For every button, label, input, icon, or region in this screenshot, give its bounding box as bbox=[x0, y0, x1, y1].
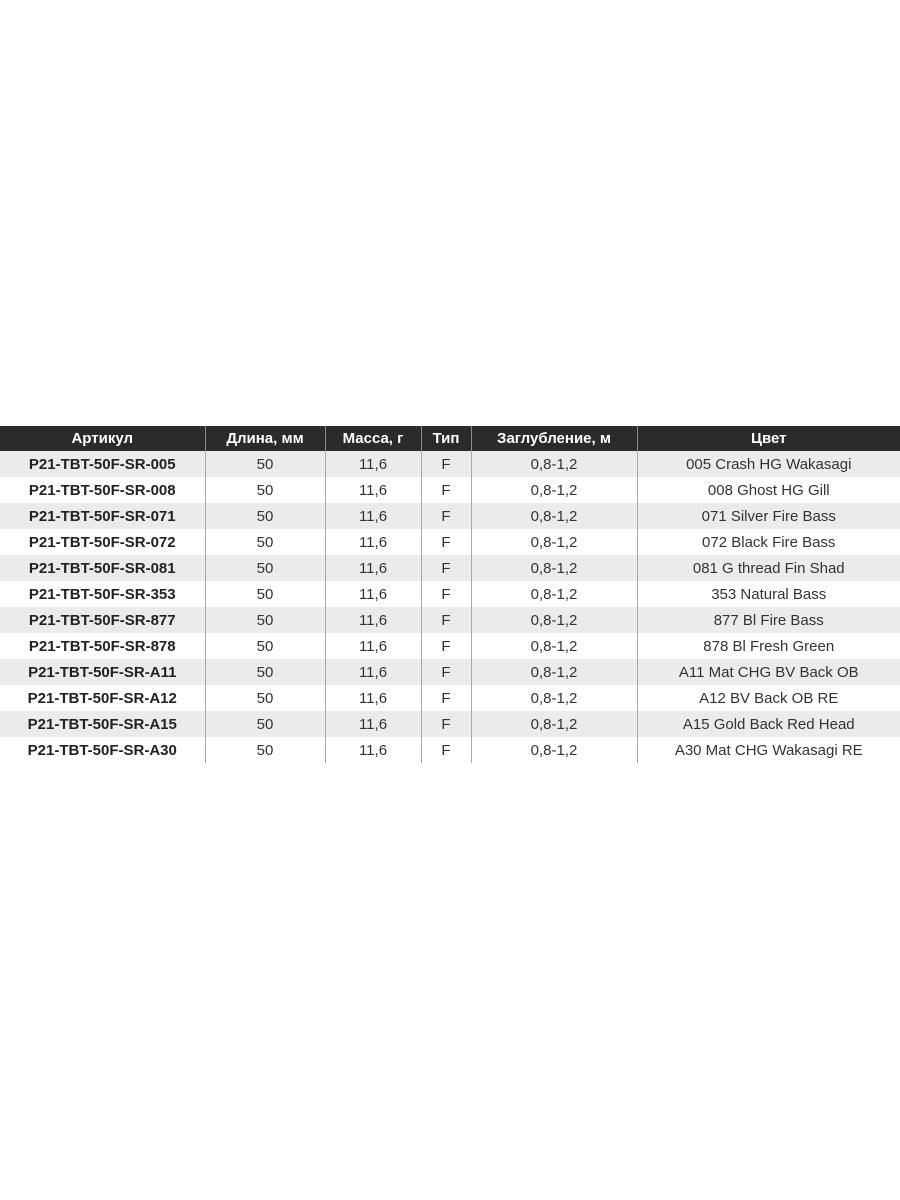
table-row bbox=[0, 659, 900, 685]
cell-length: 50 bbox=[205, 737, 325, 763]
cell-weight: 11,6 bbox=[325, 477, 421, 503]
cell-length: 50 bbox=[205, 477, 325, 503]
cell-weight: 11,6 bbox=[325, 659, 421, 685]
cell-type: F bbox=[421, 477, 471, 503]
cell-article: P21-TBT-50F-SR-353 bbox=[0, 581, 205, 607]
cell-article: P21-TBT-50F-SR-071 bbox=[0, 503, 205, 529]
cell-length: 50 bbox=[205, 633, 325, 659]
table-row bbox=[0, 633, 900, 659]
product-spec-table bbox=[0, 426, 900, 763]
header-color: Цвет bbox=[637, 426, 900, 451]
cell-article: P21-TBT-50F-SR-072 bbox=[0, 529, 205, 555]
cell-color: A12 BV Back OB RE bbox=[637, 685, 900, 711]
cell-weight: 11,6 bbox=[325, 581, 421, 607]
cell-weight: 11,6 bbox=[325, 555, 421, 581]
header-row bbox=[0, 426, 900, 451]
cell-type: F bbox=[421, 659, 471, 685]
cell-weight: 11,6 bbox=[325, 607, 421, 633]
cell-weight: 11,6 bbox=[325, 711, 421, 737]
cell-color: A30 Mat CHG Wakasagi RE bbox=[637, 737, 900, 763]
header-weight: Масса, г bbox=[325, 426, 421, 451]
table-row bbox=[0, 711, 900, 737]
cell-length: 50 bbox=[205, 659, 325, 685]
cell-depth: 0,8-1,2 bbox=[471, 451, 637, 477]
table-body bbox=[0, 451, 900, 763]
cell-color: A15 Gold Back Red Head bbox=[637, 711, 900, 737]
cell-depth: 0,8-1,2 bbox=[471, 529, 637, 555]
cell-depth: 0,8-1,2 bbox=[471, 477, 637, 503]
cell-color: 353 Natural Bass bbox=[637, 581, 900, 607]
table-row bbox=[0, 555, 900, 581]
cell-weight: 11,6 bbox=[325, 685, 421, 711]
cell-depth: 0,8-1,2 bbox=[471, 555, 637, 581]
cell-depth: 0,8-1,2 bbox=[471, 737, 637, 763]
cell-color: 008 Ghost HG Gill bbox=[637, 477, 900, 503]
cell-type: F bbox=[421, 685, 471, 711]
cell-article: P21-TBT-50F-SR-878 bbox=[0, 633, 205, 659]
cell-depth: 0,8-1,2 bbox=[471, 581, 637, 607]
cell-length: 50 bbox=[205, 711, 325, 737]
table-row bbox=[0, 503, 900, 529]
cell-article: P21-TBT-50F-SR-877 bbox=[0, 607, 205, 633]
cell-article: P21-TBT-50F-SR-081 bbox=[0, 555, 205, 581]
cell-type: F bbox=[421, 555, 471, 581]
cell-depth: 0,8-1,2 bbox=[471, 503, 637, 529]
cell-article: P21-TBT-50F-SR-008 bbox=[0, 477, 205, 503]
cell-article: P21-TBT-50F-SR-A15 bbox=[0, 711, 205, 737]
table-row bbox=[0, 451, 900, 477]
cell-article: P21-TBT-50F-SR-005 bbox=[0, 451, 205, 477]
cell-type: F bbox=[421, 711, 471, 737]
table-header bbox=[0, 426, 900, 451]
table-row bbox=[0, 607, 900, 633]
table-row bbox=[0, 581, 900, 607]
cell-type: F bbox=[421, 581, 471, 607]
cell-article: P21-TBT-50F-SR-A30 bbox=[0, 737, 205, 763]
cell-length: 50 bbox=[205, 555, 325, 581]
table-row bbox=[0, 477, 900, 503]
cell-article: P21-TBT-50F-SR-A11 bbox=[0, 659, 205, 685]
header-length: Длина, мм bbox=[205, 426, 325, 451]
cell-type: F bbox=[421, 529, 471, 555]
table-row bbox=[0, 685, 900, 711]
cell-length: 50 bbox=[205, 529, 325, 555]
cell-weight: 11,6 bbox=[325, 529, 421, 555]
cell-type: F bbox=[421, 503, 471, 529]
cell-depth: 0,8-1,2 bbox=[471, 659, 637, 685]
cell-weight: 11,6 bbox=[325, 503, 421, 529]
cell-length: 50 bbox=[205, 607, 325, 633]
cell-length: 50 bbox=[205, 581, 325, 607]
table-row bbox=[0, 737, 900, 763]
header-depth: Заглубление, м bbox=[471, 426, 637, 451]
cell-type: F bbox=[421, 633, 471, 659]
cell-weight: 11,6 bbox=[325, 633, 421, 659]
cell-type: F bbox=[421, 737, 471, 763]
cell-article: P21-TBT-50F-SR-A12 bbox=[0, 685, 205, 711]
cell-depth: 0,8-1,2 bbox=[471, 633, 637, 659]
cell-color: 005 Crash HG Wakasagi bbox=[637, 451, 900, 477]
header-article: Артикул bbox=[0, 426, 205, 451]
cell-length: 50 bbox=[205, 503, 325, 529]
header-type: Тип bbox=[421, 426, 471, 451]
cell-depth: 0,8-1,2 bbox=[471, 607, 637, 633]
cell-color: 081 G thread Fin Shad bbox=[637, 555, 900, 581]
cell-depth: 0,8-1,2 bbox=[471, 711, 637, 737]
cell-type: F bbox=[421, 607, 471, 633]
cell-length: 50 bbox=[205, 451, 325, 477]
cell-color: 071 Silver Fire Bass bbox=[637, 503, 900, 529]
cell-type: F bbox=[421, 451, 471, 477]
cell-weight: 11,6 bbox=[325, 451, 421, 477]
cell-weight: 11,6 bbox=[325, 737, 421, 763]
cell-color: A11 Mat CHG BV Back OB bbox=[637, 659, 900, 685]
cell-length: 50 bbox=[205, 685, 325, 711]
table-row bbox=[0, 529, 900, 555]
cell-color: 072 Black Fire Bass bbox=[637, 529, 900, 555]
cell-color: 878 Bl Fresh Green bbox=[637, 633, 900, 659]
cell-color: 877 Bl Fire Bass bbox=[637, 607, 900, 633]
cell-depth: 0,8-1,2 bbox=[471, 685, 637, 711]
